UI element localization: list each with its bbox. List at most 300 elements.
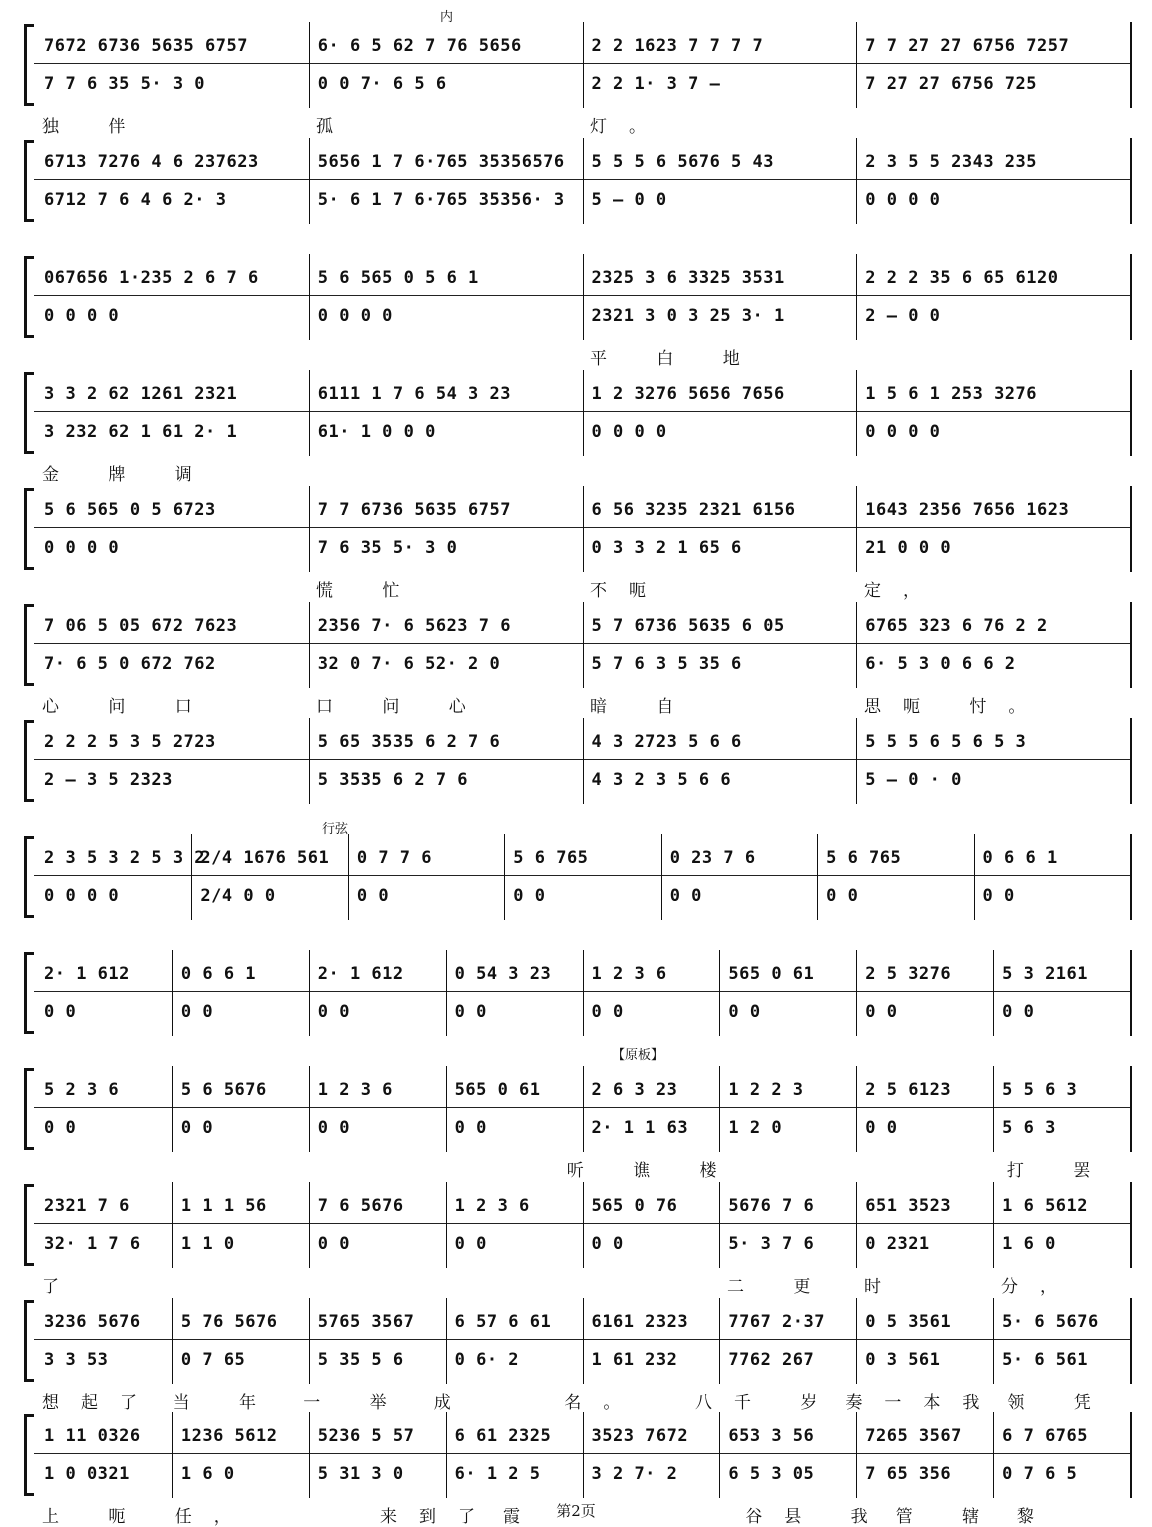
melody-notes: 3 3 2 62 1261 2321 (44, 384, 238, 404)
melody-notes: 4 3 2723 5 6 6 (591, 732, 742, 752)
vocal-notes: 5 3535 6 2 7 6 (317, 770, 469, 790)
melody-notes: 7265 3567 (865, 1426, 962, 1446)
lyric-text (447, 1040, 584, 1062)
lyric-text: 独 伴 (42, 117, 148, 137)
system-bracket (22, 1300, 34, 1382)
measure (310, 486, 584, 572)
melody-notes: 2321 7 6 (44, 1196, 130, 1216)
vocal-notes: 0 0 (513, 886, 546, 906)
melody-notes: 6 61 2325 (454, 1426, 552, 1446)
vocal-notes: 0 0 (356, 886, 390, 906)
measure (173, 950, 310, 1036)
vocal-notes: 0 6· 2 (454, 1350, 520, 1370)
measure (173, 1412, 310, 1498)
measure (310, 950, 447, 1036)
measure (310, 370, 584, 456)
system-bracket (22, 372, 34, 454)
vocal-notes: 0 7 6 5 (1002, 1464, 1078, 1484)
vocal-notes: 32· 1 7 6 (44, 1234, 141, 1254)
lyric-text: 打 罢 (1006, 1161, 1113, 1181)
lyric-text: 霞 (502, 1507, 542, 1527)
lyric-text (721, 1040, 858, 1062)
lyric-text: 慌 忙 (316, 581, 422, 601)
lyric-text (858, 1040, 995, 1062)
vocal-notes: 3 2 7· 2 (591, 1464, 678, 1484)
vocal-notes: 0 0 (317, 1234, 350, 1254)
lyric-text: 管 辖 (895, 1507, 1002, 1527)
score-system (22, 254, 1132, 369)
measure (36, 718, 310, 804)
lyric-text (995, 1040, 1132, 1062)
lyric-text (858, 344, 1132, 366)
lyric-text: 金 牌 调 (42, 465, 214, 485)
melody-notes: 5 65 3535 6 2 7 6 (317, 732, 501, 752)
vocal-notes: 0 0 (865, 1002, 898, 1022)
vocal-notes: 7 65 356 (865, 1464, 952, 1484)
system-bracket (22, 952, 34, 1034)
measure (662, 834, 818, 920)
lyric-text (584, 228, 858, 250)
measure (975, 834, 1132, 920)
lyric-text: 来到了 (379, 1507, 497, 1527)
vocal-notes: 0 0 0 0 (317, 306, 393, 326)
melody-notes: 5 6 765 (513, 848, 589, 868)
vocal-notes: 4 3 2 3 5 6 6 (591, 770, 732, 790)
measure (36, 1412, 173, 1498)
measure (36, 486, 310, 572)
melody-notes: 7 06 5 05 672 7623 (44, 616, 238, 636)
vocal-notes: 0 2321 (865, 1234, 930, 1254)
melody-notes: 3523 7672 (591, 1426, 689, 1446)
vocal-notes: 5· 6 561 (1002, 1350, 1089, 1370)
melody-notes: 5 6 5676 (180, 1080, 267, 1100)
measure (720, 1182, 857, 1268)
measure (310, 1066, 447, 1152)
lyric-text (349, 924, 506, 946)
melody-notes: 7 6 5676 (317, 1196, 404, 1216)
lyric-text: 上 呃 任， (42, 1507, 253, 1527)
performance-mark: 行弦 (322, 822, 349, 837)
measure (310, 1298, 447, 1384)
measure (857, 138, 1132, 224)
melody-notes: 7672 6736 5635 6757 (44, 36, 248, 56)
melody-notes: 5765 3567 (317, 1312, 415, 1332)
vocal-notes: 0 7 65 (180, 1350, 246, 1370)
melody-notes: 2 2 1623 7 7 7 7 (591, 36, 764, 56)
measure (36, 254, 310, 340)
vocal-notes: 5· 6 1 7 6·765 35356· 3 (317, 190, 565, 210)
performance-mark: 内 (440, 10, 454, 25)
melody-notes: 2 3 5 5 2343 235 (865, 152, 1038, 172)
measure (505, 834, 661, 920)
system-bracket (22, 140, 34, 222)
measure (857, 602, 1132, 688)
measure (447, 950, 584, 1036)
melody-notes: 067656 1·235 2 6 7 6 (44, 268, 259, 288)
vocal-notes: 0 0 0 0 (591, 422, 667, 442)
melody-notes: 1 1 1 56 (180, 1196, 267, 1216)
melody-notes: 6713 7276 4 6 237623 (44, 152, 259, 172)
lyric-text: 奏一本我 (845, 1393, 1002, 1413)
measure (173, 1298, 310, 1384)
melody-notes: 565 0 76 (591, 1196, 678, 1216)
melody-notes: 2 6 3 23 (591, 1080, 678, 1100)
vocal-notes: 0 0 7· 6 5 6 (317, 74, 447, 94)
vocal-notes: 0 0 (454, 1234, 487, 1254)
melody-notes: 5236 5 57 (317, 1426, 415, 1446)
vocal-notes: 0 0 (454, 1118, 487, 1138)
measure (994, 1066, 1132, 1152)
vocal-notes: 0 0 (317, 1002, 350, 1022)
measure (310, 22, 584, 108)
vocal-notes: 21 0 0 0 (865, 538, 952, 558)
vocal-notes: 2 — 3 5 2323 (44, 770, 173, 790)
vocal-notes: 0 0 (1002, 1002, 1035, 1022)
lyric-text (298, 1156, 429, 1178)
system-bracket (22, 1184, 34, 1266)
vocal-notes: 0 0 (44, 1118, 77, 1138)
vocal-notes: 7· 6 5 0 672 762 (44, 654, 216, 674)
measure (36, 22, 310, 108)
lyric-text (584, 460, 858, 482)
melody-notes: 653 3 56 (728, 1426, 815, 1446)
vocal-notes: 2321 3 0 3 25 3· 1 (591, 306, 785, 326)
melody-notes: 3236 5676 (44, 1312, 141, 1332)
measure (447, 1412, 584, 1498)
melody-notes: 5· 6 5676 (1002, 1312, 1099, 1332)
measure (447, 1298, 584, 1384)
lyric-text: 二 更 (727, 1277, 833, 1297)
measure (857, 950, 994, 1036)
melody-notes: 5 7 6736 5635 6 05 (591, 616, 785, 636)
lyric-text (173, 1272, 310, 1294)
melody-notes: 6161 2323 (591, 1312, 689, 1332)
lyric-text: 八千 岁 (694, 1393, 840, 1413)
measure (349, 834, 505, 920)
measure (720, 1298, 857, 1384)
measure (36, 602, 310, 688)
lyric-text: 时 (864, 1277, 903, 1297)
vocal-notes: 6712 7 6 4 6 2· 3 (44, 190, 227, 210)
vocal-notes: 5 7 6 3 5 35 6 (591, 654, 742, 674)
lyric-text (36, 344, 310, 366)
measure (857, 1412, 994, 1498)
vocal-notes: 1 6 0 (180, 1464, 235, 1484)
measure (584, 22, 858, 108)
lyric-text (819, 924, 976, 946)
melody-notes: 7767 2·37 (728, 1312, 825, 1332)
lyric-text (193, 924, 350, 946)
measure (584, 370, 858, 456)
system-bracket (22, 836, 34, 918)
melody-notes: 651 3523 (865, 1196, 952, 1216)
system-bracket (22, 256, 34, 338)
vocal-notes: 2 — 0 0 (865, 306, 941, 326)
lyric-text: 思呃 忖。 (864, 697, 1048, 717)
vocal-notes: 0 0 (317, 1118, 350, 1138)
lyric-text: 定， (864, 581, 942, 601)
measure (173, 1066, 310, 1152)
vocal-notes: 0 0 (454, 1002, 487, 1022)
melody-notes: 1236 5612 (180, 1426, 278, 1446)
melody-notes: 0 23 7 6 (669, 848, 756, 868)
score-system (22, 486, 1132, 601)
measure (447, 1182, 584, 1268)
lyric-text: 一 举 (303, 1393, 409, 1413)
lyric-text (447, 1272, 584, 1294)
melody-notes: 5676 7 6 (728, 1196, 815, 1216)
measure (36, 950, 173, 1036)
vocal-notes: 5 6 3 (1002, 1118, 1056, 1138)
lyric-text (167, 1156, 298, 1178)
measure (310, 602, 584, 688)
lyric-text: 孤 (316, 117, 355, 137)
measure (720, 1066, 857, 1152)
measure (994, 1182, 1132, 1268)
performance-mark: 【原板】 (612, 1048, 665, 1063)
vocal-notes: 2· 1 1 63 (591, 1118, 689, 1138)
melody-notes: 6· 6 5 62 7 76 5656 (317, 36, 522, 56)
lyric-text (36, 228, 310, 250)
melody-notes: 6 7 6765 (1002, 1426, 1089, 1446)
melody-notes: 5 5 6 3 (1002, 1080, 1078, 1100)
melody-notes: 2/4 1676 561 (200, 848, 330, 868)
system-bracket (22, 1068, 34, 1150)
measure (310, 254, 584, 340)
measure (584, 950, 721, 1036)
vocal-notes: 1 6 0 (1002, 1234, 1056, 1254)
measure (857, 1298, 994, 1384)
melody-notes: 5 5 5 6 5 6 5 3 (865, 732, 1027, 752)
vocal-notes: 0 3 3 2 1 65 6 (591, 538, 742, 558)
lyric-text: 当 年 (172, 1393, 278, 1413)
vocal-notes: 6· 1 2 5 (454, 1464, 541, 1484)
measure (173, 1182, 310, 1268)
vocal-notes: 0 0 0 0 (865, 190, 941, 210)
lyric-text (739, 1156, 870, 1178)
lyric-text: 平 白 地 (590, 349, 762, 369)
lyric-text: 暗 自 (590, 697, 696, 717)
lyric-text (870, 1156, 1001, 1178)
vocal-notes: 3 3 53 (44, 1350, 109, 1370)
melody-notes: 2325 3 6 3325 3531 (591, 268, 785, 288)
system-bracket (22, 488, 34, 570)
vocal-notes: 5 31 3 0 (317, 1464, 404, 1484)
lyric-text (584, 808, 858, 830)
vocal-notes: 5 — 0 0 (591, 190, 667, 210)
melody-notes: 1 11 0326 (44, 1426, 141, 1446)
melody-notes: 0 5 3561 (865, 1312, 952, 1332)
page-footer: 第2页 (556, 1502, 596, 1520)
measure (994, 1412, 1132, 1498)
measure (584, 254, 858, 340)
melody-notes: 565 0 61 (454, 1080, 541, 1100)
melody-notes: 6 56 3235 2321 6156 (591, 500, 796, 520)
lyric-text (430, 1156, 561, 1178)
lyric-text (584, 1272, 721, 1294)
lyric-text (858, 460, 1132, 482)
measure (192, 834, 348, 920)
measure (310, 1182, 447, 1268)
measure (857, 486, 1132, 572)
melody-notes: 5 76 5676 (180, 1312, 278, 1332)
score-system (22, 822, 1132, 946)
lyric-text (310, 808, 584, 830)
lyric-text: 分， (1001, 1277, 1079, 1297)
melody-notes: 565 0 61 (728, 964, 815, 984)
measure (818, 834, 974, 920)
vocal-notes: 6· 5 3 0 6 6 2 (865, 654, 1016, 674)
lyric-text (310, 1040, 447, 1062)
melody-notes: 5 3 2161 (1002, 964, 1089, 984)
vocal-notes: 7 7 6 35 5· 3 0 (44, 74, 206, 94)
lyric-text: 谷县 我 (745, 1507, 890, 1527)
lyric-text: 名。 (564, 1393, 643, 1413)
vocal-notes: 7 6 35 5· 3 0 (317, 538, 458, 558)
score-system (22, 1048, 1132, 1181)
melody-notes: 2356 7· 6 5623 7 6 (317, 616, 511, 636)
melody-notes: 2· 1 612 (317, 964, 404, 984)
vocal-notes: 1 61 232 (591, 1350, 678, 1370)
vocal-notes: 0 0 (591, 1234, 624, 1254)
vocal-notes: 0 0 (826, 886, 859, 906)
measure (857, 254, 1132, 340)
vocal-notes: 0 0 (591, 1002, 624, 1022)
melody-notes: 2 2 2 35 6 65 6120 (865, 268, 1059, 288)
lyric-text (173, 1040, 310, 1062)
vocal-notes: 1 0 0321 (44, 1464, 130, 1484)
melody-notes: 6765 323 6 76 2 2 (865, 616, 1048, 636)
vocal-notes: 0 0 (728, 1002, 761, 1022)
lyric-text (858, 112, 1132, 134)
score-system (22, 602, 1132, 717)
measure (584, 486, 858, 572)
vocal-notes: 5 35 5 6 (317, 1350, 404, 1370)
vocal-notes: 0 0 (865, 1118, 898, 1138)
lyric-text: 黎 (1016, 1507, 1056, 1527)
melody-notes: 1 6 5612 (1002, 1196, 1089, 1216)
melody-notes: 1 2 3 6 (591, 964, 667, 984)
melody-notes: 5 6 765 (826, 848, 902, 868)
lyric-text (310, 460, 584, 482)
score-system (22, 1298, 1132, 1413)
melody-notes: 0 7 7 6 (356, 848, 432, 868)
vocal-notes: 32 0 7· 6 52· 2 0 (317, 654, 501, 674)
score-system (22, 10, 1132, 137)
vocal-notes: 7 27 27 6756 725 (865, 74, 1038, 94)
vocal-notes: 0 0 (44, 1002, 77, 1022)
melody-notes: 2 5 6123 (865, 1080, 952, 1100)
vocal-notes: 0 3 561 (865, 1350, 941, 1370)
vocal-notes: 0 0 0 0 (44, 538, 120, 558)
vocal-notes: 1 1 0 (180, 1234, 235, 1254)
measure (584, 1182, 721, 1268)
lyric-text: 听 谯 楼 (566, 1161, 739, 1181)
lyric-text: 成 (433, 1393, 473, 1413)
measure (857, 1066, 994, 1152)
measure (857, 370, 1132, 456)
melody-notes: 2· 1 612 (44, 964, 130, 984)
system-bracket (22, 1414, 34, 1496)
lyric-text: 了 (42, 1277, 81, 1297)
measure (36, 834, 206, 920)
vocal-notes: 0 0 0 0 (865, 422, 941, 442)
vocal-notes: 6 5 3 05 (728, 1464, 815, 1484)
measure (36, 1066, 173, 1152)
measure (36, 370, 310, 456)
melody-notes: 1643 2356 7656 1623 (865, 500, 1070, 520)
melody-notes: 1 5 6 1 253 3276 (865, 384, 1038, 404)
measure (584, 1298, 721, 1384)
lyric-text (310, 344, 584, 366)
lyric-text (310, 1272, 447, 1294)
system-bracket (22, 24, 34, 106)
measure (584, 718, 858, 804)
vocal-notes: 0 0 (669, 886, 702, 906)
lyric-text (36, 1040, 173, 1062)
lyric-text: 心 问 口 (42, 697, 214, 717)
melody-notes: 5 2 3 6 (44, 1080, 120, 1100)
lyric-text: 灯。 (590, 117, 668, 137)
measure (36, 138, 310, 224)
melody-notes: 1 2 3 6 (454, 1196, 530, 1216)
vocal-notes: 2/4 0 0 (200, 886, 276, 906)
vocal-notes: 2 2 1· 3 7 — (591, 74, 721, 94)
lyric-text (310, 228, 584, 250)
system-bracket (22, 604, 34, 686)
measure (584, 1412, 721, 1498)
measure (36, 1298, 173, 1384)
vocal-notes: 0 0 (982, 886, 1015, 906)
score-system (22, 138, 1132, 250)
score-system (22, 1182, 1132, 1297)
vocal-notes: 5· 3 7 6 (728, 1234, 815, 1254)
vocal-notes: 0 0 0 0 (44, 306, 120, 326)
melody-notes: 7 7 27 27 6756 7257 (865, 36, 1070, 56)
lyric-text: 不呃 (590, 581, 668, 601)
lyric-text (662, 924, 819, 946)
melody-notes: 0 6 6 1 (982, 848, 1058, 868)
measure (584, 602, 858, 688)
measure (720, 1412, 857, 1498)
melody-notes: 2 5 3276 (865, 964, 952, 984)
measure (36, 1182, 173, 1268)
lyric-text (506, 924, 663, 946)
vocal-notes: 3 232 62 1 61 2· 1 (44, 422, 238, 442)
melody-notes: 0 54 3 23 (454, 964, 552, 984)
score-system (22, 718, 1132, 830)
lyric-text (36, 576, 310, 598)
melody-notes: 1 2 3 6 (317, 1080, 393, 1100)
score-system (22, 370, 1132, 485)
lyric-text (975, 924, 1132, 946)
melody-notes: 1 2 2 3 (728, 1080, 804, 1100)
lyric-text (858, 808, 1132, 830)
vocal-notes: 7762 267 (728, 1350, 815, 1370)
melody-notes: 0 6 6 1 (180, 964, 257, 984)
lyric-text: 想起了 (42, 1393, 159, 1413)
melody-notes: 5 6 565 0 5 6 1 (317, 268, 479, 288)
measure (994, 950, 1132, 1036)
vocal-notes: 5 — 0 · 0 (865, 770, 962, 790)
melody-notes: 5 5 5 6 5676 5 43 (591, 152, 774, 172)
system-bracket (22, 720, 34, 802)
vocal-notes: 1 2 0 (728, 1118, 783, 1138)
lyric-text: 领 凭 (1007, 1393, 1113, 1413)
melody-notes: 2 3 5 3 2 5 3 2 (44, 848, 206, 868)
vocal-notes: 0 0 0 0 (44, 886, 120, 906)
lyric-text (36, 808, 310, 830)
